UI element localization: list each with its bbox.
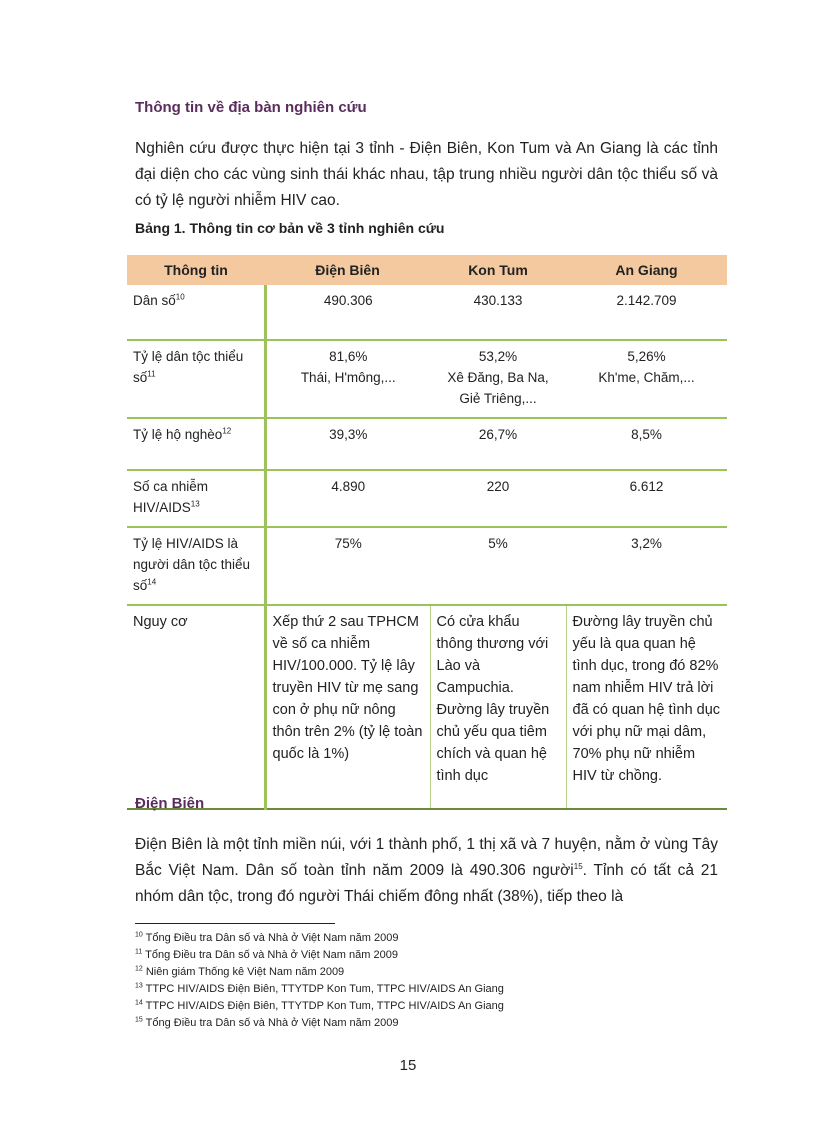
cell-detail: Thái, H'mông,... [300, 370, 396, 385]
footnote-number: 12 [135, 965, 143, 973]
footnote-text: Tổng Điều tra Dân số và Nhà ở Việt Nam năm 2009 [145, 949, 398, 961]
table-row [127, 340, 727, 418]
table-header-row [127, 255, 727, 285]
row-label-text: Số ca nhiễm HIV/AIDS [133, 479, 209, 515]
table-row [127, 285, 727, 340]
table-row [127, 418, 727, 470]
footnote-number: 11 [135, 948, 143, 956]
cell-value: 81,6% [329, 349, 368, 364]
row-label-text: Tỷ lệ hộ nghèo [133, 427, 223, 442]
row-label [127, 340, 265, 418]
cell-an-giang: 6.612 [629, 479, 664, 494]
header-info: Thông tin [127, 255, 265, 285]
table-row [127, 605, 727, 809]
cell-dien-bien: Xếp thứ 2 sau TPHCM về số ca nhiễm HIV/100.000. Tỷ lệ lây truyền HIV từ mẹ sang con ở phụ nữ nông thôn trên 2% (tỷ lệ toàn quốc là 1%) [265, 605, 430, 809]
table-caption: Bảng 1. Thông tin cơ bản về 3 tỉnh nghiên cứu [135, 220, 445, 236]
table-row [127, 527, 727, 605]
row-label [127, 285, 265, 340]
header-dien-bien: Điện Biên [265, 255, 430, 285]
province-info-table [127, 255, 727, 810]
header-an-giang: An Giang [566, 255, 727, 285]
footnote-number: 15 [135, 1016, 143, 1024]
cell-dien-bien: 490.306 [323, 293, 373, 308]
cell-kon-tum: 26,7% [478, 427, 518, 442]
cell-kon-tum [430, 340, 566, 418]
intro-paragraph: Nghiên cứu được thực hiện tại 3 tỉnh - Điện Biên, Kon Tum và An Giang là các tỉnh đại diện cho các vùng sinh thái khác nhau, tập trung nhiều người dân tộc thiểu số và có tỷ lệ người nhiễm HIV cao. [135, 140, 718, 209]
cell-kon-tum: Có cửa khẩu thông thương với Lào và Campuchia. Đường lây truyền chủ yếu qua tiêm chích và quan hệ tình dục [430, 605, 566, 809]
footnote-ref: 11 [147, 369, 156, 379]
footnote-text: Niên giám Thống kê Việt Nam năm 2009 [145, 966, 345, 978]
cell-an-giang [566, 340, 727, 418]
cell-detail: Xê Đăng, Ba Na, Giẻ Triêng,... [447, 370, 549, 406]
cell-dien-bien: 4.890 [331, 479, 366, 494]
footnote [135, 947, 504, 964]
row-label [127, 418, 265, 470]
cell-value: 5,26% [627, 349, 666, 364]
page-number: 15 [399, 1057, 417, 1074]
paragraph-text: Điện Biên là một tỉnh miền núi, với 1 thành phố, 1 thị xã và 7 huyện, nằm ở vùng Tây Bắc Việt Nam. Dân số toàn tỉnh năm 2009 là 490.306 người [135, 836, 718, 879]
footnote-divider [135, 923, 335, 924]
cell-kon-tum: 430.133 [473, 293, 523, 308]
row-label-text: Tỷ lệ HIV/AIDS là người dân tộc thiểu số [133, 536, 250, 593]
cell-kon-tum: 5% [488, 536, 508, 551]
cell-an-giang: Đường lây truyền chủ yếu là qua quan hệ tình dục, trong đó 82% nam nhiễm HIV trả lời đã có quan hệ tình dục với phụ nữ mại dâm, 70% phụ nữ nhiễm HIV từ chồng. [572, 614, 721, 784]
row-label: Nguy cơ [127, 605, 265, 809]
row-label [127, 527, 265, 605]
table-row [127, 470, 727, 527]
footnote-ref: 12 [222, 426, 232, 436]
cell-an-giang: 3,2% [631, 536, 662, 551]
footnote [135, 981, 504, 998]
cell-dien-bien: 39,3% [329, 427, 368, 442]
header-kon-tum: Kon Tum [430, 255, 566, 285]
footnote [135, 1015, 504, 1032]
paragraph-text: . Tỉnh có tất cả 21 nhóm dân tộc, trong đó người Thái chiếm đông nhất (38%), tiếp theo là [135, 862, 718, 905]
footnote-text: TTPC HIV/AIDS Điện Biên, TTYTDP Kon Tum, TTPC HIV/AIDS An Giang [145, 983, 504, 995]
cell-value: 53,2% [478, 349, 518, 364]
cell-an-giang: 8,5% [631, 427, 662, 442]
footnote [135, 998, 504, 1015]
footnote-text: Tổng Điều tra Dân số và Nhà ở Việt Nam năm 2009 [145, 1017, 399, 1029]
row-label-text: Tỷ lệ dân tộc thiểu số [133, 349, 244, 385]
footnote-ref: 14 [147, 577, 157, 587]
footnote-number: 10 [135, 931, 143, 939]
cell-dien-bien: 75% [334, 536, 362, 551]
footnotes [135, 930, 504, 1032]
dien-bien-heading: Điện Biên [135, 795, 205, 812]
footnote-ref: 15 [573, 861, 583, 871]
footnote-number: 13 [135, 982, 143, 990]
footnote-text: TTPC HIV/AIDS Điện Biên, TTYTDP Kon Tum, TTPC HIV/AIDS An Giang [145, 1000, 504, 1012]
dien-bien-paragraph [135, 832, 718, 910]
cell-dien-bien [265, 340, 430, 418]
footnote-text: Tổng Điều tra Dân số và Nhà ở Việt Nam năm 2009 [145, 932, 399, 944]
section-heading: Thông tin về địa bàn nghiên cứu [135, 99, 367, 116]
footnote-ref: 13 [190, 499, 200, 509]
cell-detail: Kh'me, Chăm,... [598, 370, 695, 385]
footnote [135, 964, 504, 981]
cell-an-giang: 2.142.709 [616, 293, 677, 308]
cell-kon-tum: 220 [486, 479, 510, 494]
row-label [127, 470, 265, 527]
footnote-ref: 10 [175, 292, 185, 302]
row-label-text: Dân số [133, 293, 176, 308]
footnote-number: 14 [135, 999, 143, 1007]
footnote [135, 930, 504, 947]
